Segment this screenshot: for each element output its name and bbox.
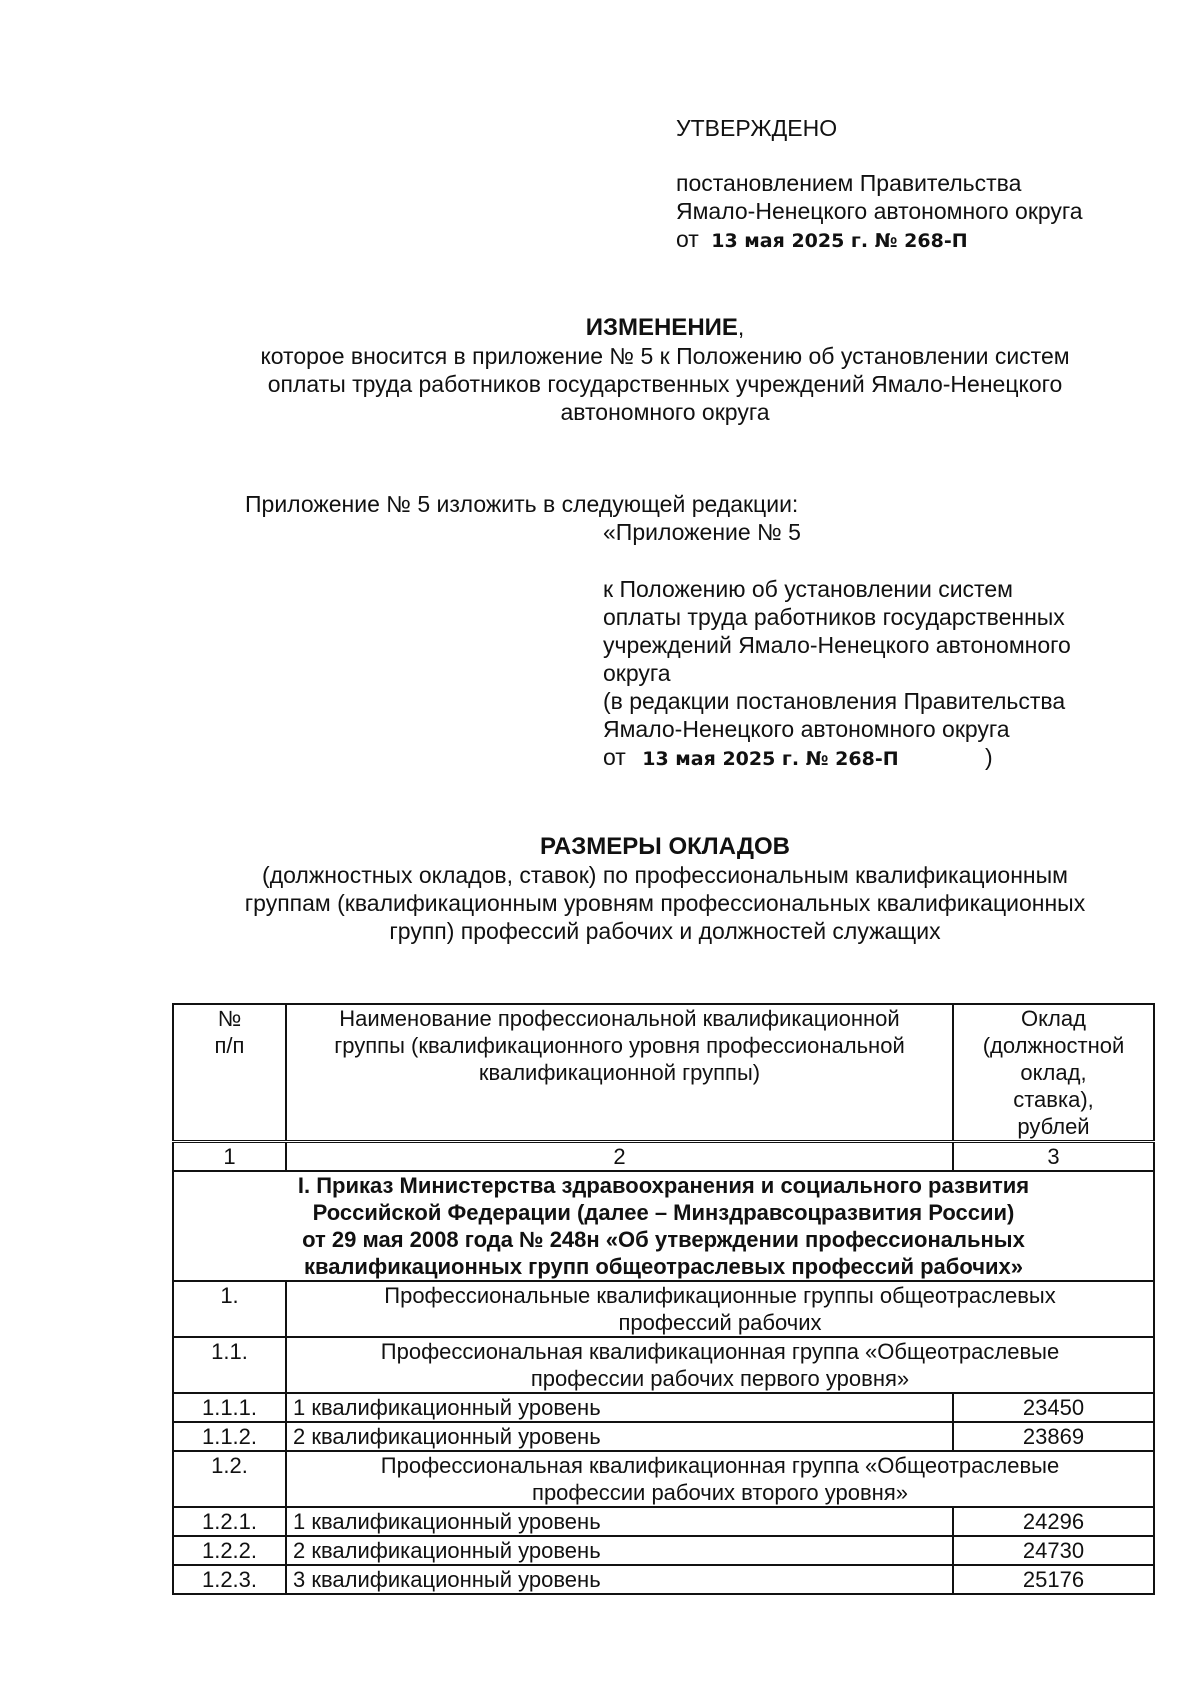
level-name: 2 квалификационный уровень — [286, 1422, 953, 1451]
column-number: 3 — [953, 1142, 1154, 1172]
change-block — [100, 313, 1200, 426]
approval-block — [676, 114, 1176, 255]
change-line: автономного округа — [560, 399, 770, 425]
appendix-line: Ямало-Ненецкого автономного округа — [603, 716, 1010, 742]
level-name: 1 квалификационный уровень — [286, 1393, 953, 1422]
header-cell-name: Наименование профессиональной квалификационной группы (квалификационного уровня профессиональной квалификационной группы) — [286, 1004, 953, 1142]
approval-date-line — [676, 225, 1176, 255]
approval-line: постановлением Правительства — [676, 170, 1022, 196]
row-number: 1.1.1. — [173, 1393, 286, 1422]
appendix-title: «Приложение № 5 — [603, 519, 801, 545]
group-row — [173, 1337, 1154, 1393]
appendix-line: оплаты труда работников государственных — [603, 604, 1065, 630]
row-number: 1.1. — [173, 1337, 286, 1393]
row-number: 1.2.2. — [173, 1536, 286, 1565]
salary-table — [172, 1003, 1155, 1595]
row-number: 1.2.1. — [173, 1507, 286, 1536]
table-row — [173, 1507, 1154, 1536]
level-name: 1 квалификационный уровень — [286, 1507, 953, 1536]
row-number: 1. — [173, 1281, 286, 1337]
row-number: 1.2. — [173, 1451, 286, 1507]
appendix-line: (в редакции постановления Правительства — [603, 688, 1066, 714]
change-line: которое вносится в приложение № 5 к Положению об установлении систем — [260, 343, 1070, 369]
appendix-line: к Положению об установлении систем — [603, 576, 1013, 602]
sizes-line: групп) профессий рабочих и должностей служащих — [389, 918, 941, 944]
column-number: 1 — [173, 1142, 286, 1172]
salary-value: 24730 — [953, 1536, 1154, 1565]
from-label: от — [603, 744, 626, 770]
row-number: 1.1.2. — [173, 1422, 286, 1451]
group-name: Профессиональная квалификационная группа «Общеотраслевые профессии рабочих первого уровня» — [286, 1337, 1154, 1393]
salary-value: 25176 — [953, 1565, 1154, 1594]
table-header-row — [173, 1004, 1154, 1142]
salary-value: 23450 — [953, 1393, 1154, 1422]
approval-line: Ямало-Ненецкого автономного округа — [676, 198, 1083, 224]
decree-number: 13 мая 2025 г. № 268-П — [642, 748, 899, 770]
sizes-line: (должностных окладов, ставок) по профессиональным квалификационным — [262, 862, 1068, 888]
column-number: 2 — [286, 1142, 953, 1172]
decree-number: 13 мая 2025 г. № 268-П — [711, 230, 968, 252]
table-row — [173, 1393, 1154, 1422]
group-name: Профессиональные квалификационные группы общеотраслевых профессий рабочих — [286, 1281, 1154, 1337]
header-cell-salary: Оклад (должностной оклад, ставка), рублей — [953, 1004, 1154, 1142]
salary-value: 24296 — [953, 1507, 1154, 1536]
appendix-date-line — [603, 743, 1193, 773]
section-row — [173, 1171, 1154, 1281]
table-row — [173, 1565, 1154, 1594]
intro-text: Приложение № 5 изложить в следующей редакции: — [245, 491, 799, 517]
group-name: Профессиональная квалификационная группа «Общеотраслевые профессии рабочих второго уровня» — [286, 1451, 1154, 1507]
salary-value: 23869 — [953, 1422, 1154, 1451]
change-line: оплаты труда работников государственных учреждений Ямало-Ненецкого — [267, 371, 1063, 397]
group-row — [173, 1451, 1154, 1507]
appendix-line: округа — [603, 660, 671, 686]
sizes-title: РАЗМЕРЫ ОКЛАДОВ — [540, 833, 790, 860]
level-name: 2 квалификационный уровень — [286, 1536, 953, 1565]
section-heading: I. Приказ Министерства здравоохранения и социального развития Российской Федерации (далее – Минздравсоцразвития России) от 29 мая 2008 года № 248н «Об утверждении профессиональных квалификационных групп общеотраслевых профессий рабочих» — [173, 1171, 1154, 1281]
appendix-block — [603, 518, 1193, 773]
sizes-block — [100, 833, 1200, 945]
row-number: 1.2.3. — [173, 1565, 286, 1594]
table-row — [173, 1536, 1154, 1565]
appendix-line: учреждений Ямало-Ненецкого автономного — [603, 632, 1071, 658]
level-name: 3 квалификационный уровень — [286, 1565, 953, 1594]
closing-paren: ) — [985, 744, 993, 770]
group-row — [173, 1281, 1154, 1337]
sizes-line: группам (квалификационным уровням профессиональных квалификационных — [244, 890, 1086, 916]
change-title: ИЗМЕНЕНИЕ, — [585, 314, 745, 341]
header-cell-number: № п/п — [173, 1004, 286, 1142]
approved-stamp: УТВЕРЖДЕНО — [676, 115, 838, 141]
from-label: от — [676, 226, 699, 252]
table-row — [173, 1422, 1154, 1451]
column-number-row — [173, 1142, 1154, 1172]
